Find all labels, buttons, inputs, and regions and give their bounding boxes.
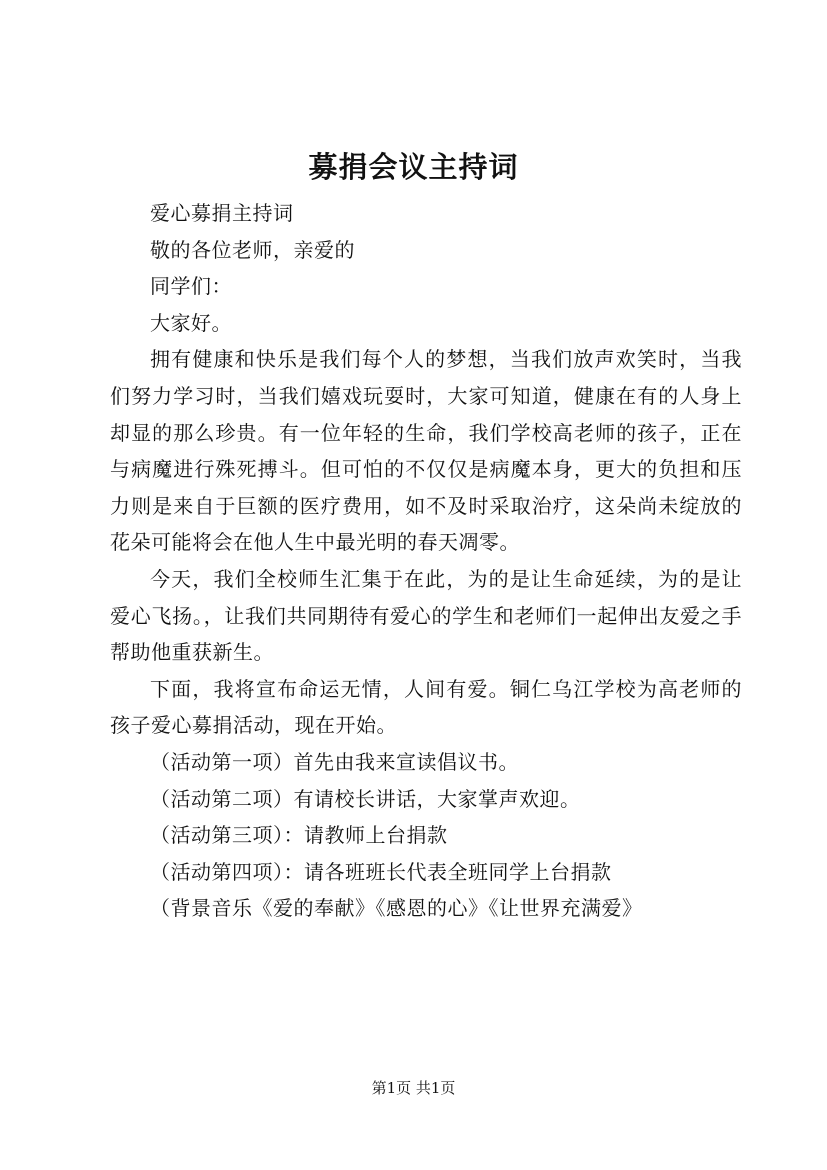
paragraph-announcement: 下面，我将宣布命运无情，人间有爱。铜仁乌江学校为高老师的孩子爱心募捐活动，现在开始。 <box>110 676 742 738</box>
paragraph-item-2: （活动第二项）有请校长讲话，大家掌声欢迎。 <box>150 786 581 811</box>
paragraph-music: （背景音乐《爱的奉献》《感恩的心》《让世界充满爱》 <box>150 896 643 921</box>
paragraph-heading: 爱心募捐主持词 <box>150 201 294 225</box>
page-footer: 第1页 共1页 <box>371 1079 456 1097</box>
paragraph-item-4: （活动第四项）：请各班班长代表全班同学上台捐款 <box>150 859 612 884</box>
paragraph-salutation-cont: 同学们： <box>150 274 232 299</box>
paragraph-greeting: 大家好。 <box>150 310 232 335</box>
paragraph-salutation: 敬的各位老师，亲爱的 <box>150 237 355 262</box>
paragraph-purpose: 今天，我们全校师生汇集于在此，为的是让生命延续，为的是让爱心飞扬。，让我们共同期待有爱心的学生和老师们一起伸出友爱之手帮助他重获新生。 <box>110 566 742 665</box>
document-body <box>110 195 742 927</box>
document-title: 募捐会议主持词 <box>308 150 519 184</box>
paragraph-intro: 拥有健康和快乐是我们每个人的梦想，当我们放声欢笑时，当我们努力学习时，当我们嬉戏玩耍时，大家可知道，健康在有的人身上却显的那么珍贵。有一位年轻的生命，我们学校高老师的孩子，正在与病魔进行殊死搏斗。但可怕的不仅仅是病魔本身，更大的负担和压力则是来自于巨额的医疗费用，如不及时采取治疗，这朵尚未绽放的花朵可能将会在他人生中最光明的春天凋零。 <box>110 347 742 555</box>
paragraph-item-1: （活动第一项）首先由我来宣读倡议书。 <box>150 749 519 774</box>
paragraph-item-3: （活动第三项）：请教师上台捐款 <box>150 823 448 848</box>
